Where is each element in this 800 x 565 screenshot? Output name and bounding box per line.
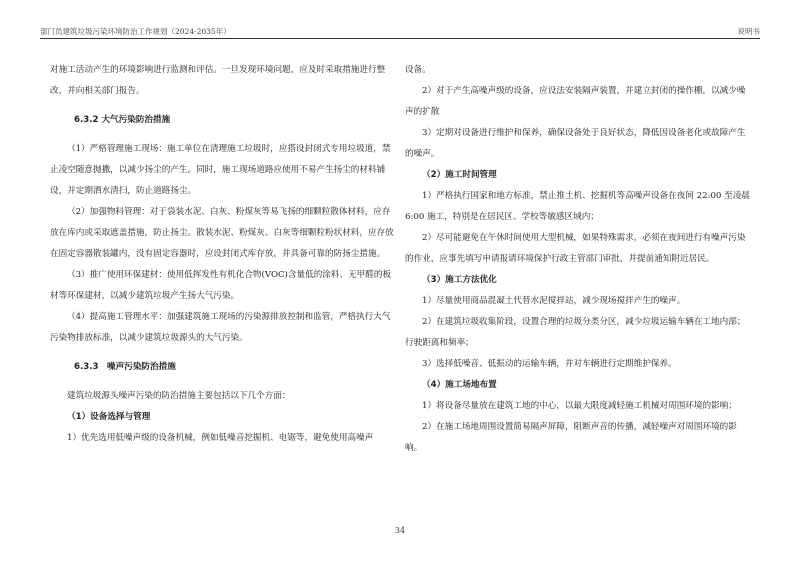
subheading: （2）施工时间管理 — [422, 170, 497, 180]
paragraph: 1）严格执行国家和地方标准，禁止推土机、挖掘机等高噪声设备在夜间 22:00 至凌晨 6:00 施工，特别是在居民区、学校等敏感区域内； — [405, 191, 750, 222]
paragraph: 建筑垃圾源头噪声污染的防治措施主要包括以下几个方面： — [67, 391, 291, 401]
paragraph: 3）选择低噪音、低振动的运输车辆，并对车辆进行定期维护保养。 — [422, 359, 677, 369]
document-title: 部门员建筑垃圾污染环境防治工作规划（2024-2035年） — [40, 27, 231, 36]
paragraph: 1）优先选用低噪声级的设备机械，例如低噪音挖掘机、电锯等，避免使用高噪声 — [67, 433, 374, 443]
paragraph: 2）尽可能避免在午休时间使用大型机械，如果特殊需求，必须在夜间进行有噪声污染的作业，应事先填写申请报请环境保护行政主管部门审批，并提前通知附近居民。 — [405, 233, 746, 264]
paragraph: 1）将设备尽量放在建筑工地的中心，以最大限度减轻施工机械对周围环境的影响； — [422, 401, 737, 411]
subheading: （1）设备选择与管理 — [67, 412, 151, 422]
right-column — [405, 60, 751, 459]
header-divider — [40, 38, 760, 39]
section-heading-6-3-2: 6.3.2 大气污染防治措施 — [74, 115, 171, 125]
page-number: 34 — [394, 526, 406, 535]
left-column — [50, 60, 396, 449]
section-heading-6-3-3: 6.3.3 噪声污染防治措施 — [74, 362, 176, 372]
paragraph: （2）加强物料管理：对于袋装水泥、白灰、粉煤灰等易飞扬的细颗粒散体材料，应存放在库内或采取遮盖措施，防止扬尘。散装水泥、粉煤灰、白灰等细颗粒粉状材料，应存放在固定容器散装罐内，没有固定容器时，应设封闭式库存放，并具备可靠的防扬尘措施。 — [50, 207, 394, 259]
document-type: 说明书 — [737, 27, 760, 36]
paragraph: 2）对于产生高噪声级的设备，应设法安装隔声装置，并建立封闭的操作棚，以减少噪声的扩散 — [405, 86, 746, 117]
paragraph: （4）提高施工管理水平：加强建筑施工现场的污染源排放控制和监管，严格执行大气污染物排放标准，以减少建筑垃圾源头的大气污染。 — [50, 312, 391, 343]
paragraph: 设备。 — [405, 65, 431, 75]
subheading: （3）施工方法优化 — [422, 275, 497, 285]
paragraph: 3）定期对设备进行维护和保养，确保设备处于良好状态，降低因设备老化或故障产生的噪声。 — [405, 128, 746, 159]
paragraph: （1）严格管理施工现场：施工单位在清理施工垃圾时，应搭设封闭式专用垃圾道，禁止凌空随意抛撒，以减少扬尘的产生。同时，施工现场道路应使用不易产生扬尘的材料铺设，并定期洒水清扫，防止道路扬尘。 — [50, 144, 391, 196]
paragraph: 1）尽量使用商品混凝土代替水泥搅拌站，减少现场搅拌产生的噪声。 — [422, 296, 686, 306]
subheading: （4）施工场地布置 — [422, 380, 497, 390]
paragraph: 2）在施工场地周围设置简易隔声屏障，阻断声音的传播，减轻噪声对周围环境的影响。 — [405, 422, 737, 453]
paragraph: 对施工活动产生的环境影响进行监测和评估。一旦发现环境问题，应及时采取措施进行整改，并向相关部门报告。 — [50, 65, 386, 96]
paragraph: 2）在建筑垃圾收集阶段，设置合理的垃圾分类分区，减少垃圾运输车辆在工地内部；行驶距离和频率； — [405, 317, 746, 348]
paragraph: （3）推广使用环保建材：使用低挥发性有机化合物(VOC)含量低的涂料、无甲醛的板材等环保建材，以减少建筑垃圾产生扬大气污染。 — [50, 270, 392, 301]
